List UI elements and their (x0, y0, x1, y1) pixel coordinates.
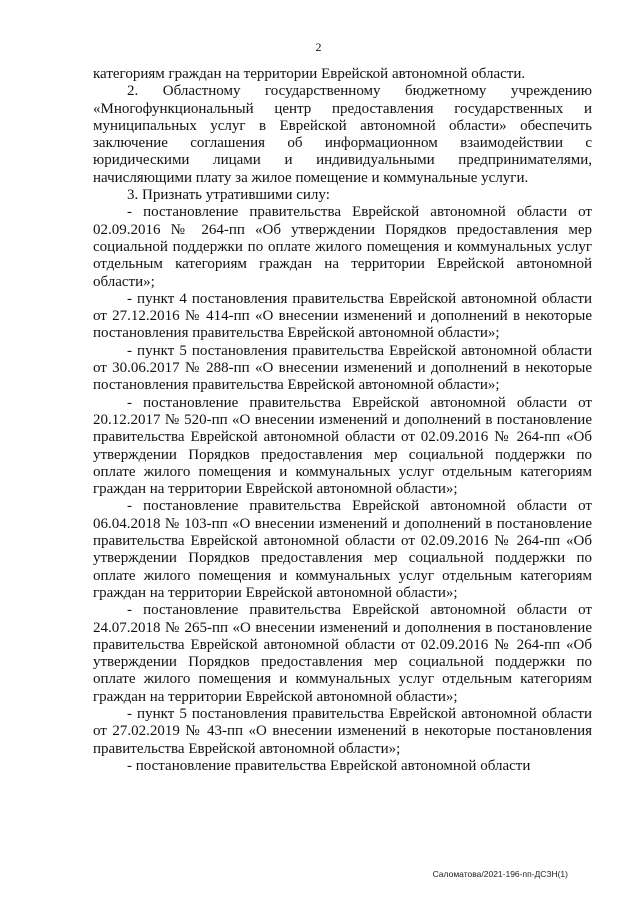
document-code-footer: Саломатова/2021-196-пп-ДСЗН(1) (432, 869, 568, 879)
list-item-repealed-2017-520: - постановление правительства Еврейской автономной области от 20.12.2017 № 520-пп «О внесении изменений и дополнений в постановление правительства Еврейской автономной области от 02.09.2016 № 264-пп «Об утверждении Порядков предоставления мер социальной поддержки по оплате жилого помещения и коммунальных услуг отдельным категориям граждан на территории Еврейской автономной области»; (93, 394, 592, 498)
list-item-repealed-2016-264: - постановление правительства Еврейской автономной области от 02.09.2016 № 264-пп «Об утверждении Порядков предоставления мер социальной поддержки по оплате жилого помещения и коммунальных услуг отдельным категориям граждан на территории Еврейской автономной области»; (93, 204, 592, 290)
paragraph-item-3: 3. Признать утратившими силу: (127, 187, 330, 204)
list-item-repealed-2016-414: - пункт 4 постановления правительства Еврейской автономной области от 27.12.2016 № 414-пп «О внесении изменений и дополнений в некоторые постановления правительства Еврейской автономной области»; (93, 290, 592, 342)
paragraph-item-2: 2. Областному государственному бюджетному учреждению «Многофункциональный центр предоставления государственных и муниципальных услуг в Еврейской автономной области» обеспечить заключение соглашения об информационном взаимодействии с юридическими лицами и индивидуальными предпринимателями, начисляющими плату за жилое помещение и коммунальные услуги. (93, 83, 592, 186)
page-number: 2 (315, 40, 322, 54)
list-item-repealed-2017-288: - пункт 5 постановления правительства Еврейской автономной области от 30.06.2017 № 288-пп «О внесении изменений и дополнений в некоторые постановления правительства Еврейской автономной области»; (93, 342, 592, 394)
list-item-repealed-2019-43: - пункт 5 постановления правительства Еврейской автономной области от 27.02.2019 № 43-пп «О внесении изменений в некоторые постановления правительства Еврейской автономной области»; (93, 705, 592, 757)
list-item-repealed-continued: - постановление правительства Еврейской автономной области (127, 757, 531, 774)
list-item-repealed-2018-103: - постановление правительства Еврейской автономной области от 06.04.2018 № 103-пп «О внесении изменений и дополнений в постановление правительства Еврейской автономной области от 02.09.2016 № 264-пп «Об утверждении Порядков предоставления мер социальной поддержки по оплате жилого помещения и коммунальных услуг отдельным категориям граждан на территории Еврейской автономной области»; (93, 498, 592, 601)
paragraph-continuation: категориям граждан на территории Еврейской автономной области. (93, 66, 526, 82)
list-item-repealed-2018-265: - постановление правительства Еврейской автономной области от 24.07.2018 № 265-пп «О внесении изменений и дополнения в постановление правительства Еврейской автономной области от 02.09.2016 № 264-пп «Об утверждении Порядков предоставления мер социальной поддержки по оплате жилого помещения и коммунальных услуг отдельным категориям граждан на территории Еврейской автономной области»; (93, 602, 592, 705)
document-body (93, 66, 592, 775)
